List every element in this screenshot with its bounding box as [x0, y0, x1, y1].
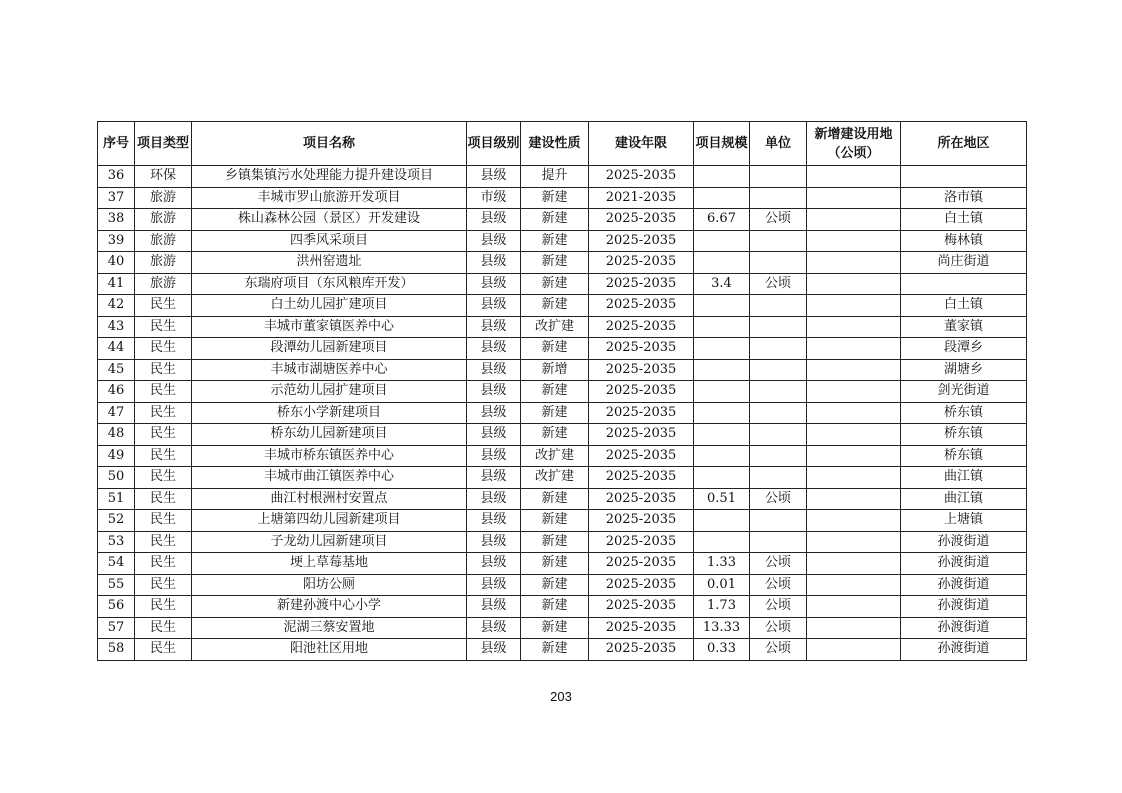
- cell-land: [807, 574, 901, 596]
- cell-land: [807, 402, 901, 424]
- cell-nature: 改扩建: [521, 467, 589, 489]
- cell-land: [807, 166, 901, 188]
- cell-seq: 46: [98, 381, 135, 403]
- cell-location: 董家镇: [901, 316, 1027, 338]
- cell-location: 孙渡街道: [901, 617, 1027, 639]
- cell-scale: [694, 166, 750, 188]
- cell-period: 2025-2035: [589, 488, 694, 510]
- table-row: [98, 531, 1027, 553]
- cell-period: 2025-2035: [589, 381, 694, 403]
- cell-level: 县级: [467, 445, 521, 467]
- cell-scale: 3.4: [694, 273, 750, 295]
- cell-level: 县级: [467, 381, 521, 403]
- cell-level: 县级: [467, 166, 521, 188]
- cell-land: [807, 553, 901, 575]
- cell-nature: 提升: [521, 166, 589, 188]
- cell-unit: 公顷: [750, 574, 807, 596]
- cell-name: 乡镇集镇污水处理能力提升建设项目: [192, 166, 467, 188]
- cell-period: 2025-2035: [589, 531, 694, 553]
- header-location: 所在地区: [901, 122, 1027, 166]
- cell-unit: [750, 510, 807, 532]
- cell-type: 民生: [135, 338, 192, 360]
- cell-name: 丰城市桥东镇医养中心: [192, 445, 467, 467]
- cell-unit: [750, 252, 807, 274]
- cell-seq: 56: [98, 596, 135, 618]
- table-row: [98, 488, 1027, 510]
- cell-level: 县级: [467, 316, 521, 338]
- cell-scale: [694, 381, 750, 403]
- cell-name: 上塘第四幼儿园新建项目: [192, 510, 467, 532]
- header-seq: 序号: [98, 122, 135, 166]
- cell-location: 洛市镇: [901, 187, 1027, 209]
- cell-unit: 公顷: [750, 596, 807, 618]
- cell-seq: 52: [98, 510, 135, 532]
- cell-unit: [750, 381, 807, 403]
- cell-unit: [750, 531, 807, 553]
- cell-location: 孙渡街道: [901, 596, 1027, 618]
- cell-scale: [694, 187, 750, 209]
- header-period: 建设年限: [589, 122, 694, 166]
- cell-location: 段潭乡: [901, 338, 1027, 360]
- cell-land: [807, 187, 901, 209]
- cell-nature: 新建: [521, 252, 589, 274]
- cell-type: 民生: [135, 639, 192, 661]
- cell-location: 桥东镇: [901, 424, 1027, 446]
- cell-name: 东瑞府项目（东风粮库开发）: [192, 273, 467, 295]
- cell-unit: [750, 359, 807, 381]
- cell-land: [807, 510, 901, 532]
- cell-location: [901, 273, 1027, 295]
- table-row: [98, 187, 1027, 209]
- cell-seq: 39: [98, 230, 135, 252]
- cell-land: [807, 445, 901, 467]
- cell-name: 埂上草莓基地: [192, 553, 467, 575]
- cell-land: [807, 252, 901, 274]
- cell-period: 2025-2035: [589, 316, 694, 338]
- cell-nature: 新建: [521, 488, 589, 510]
- cell-name: 阳池社区用地: [192, 639, 467, 661]
- cell-unit: [750, 316, 807, 338]
- cell-type: 民生: [135, 596, 192, 618]
- cell-seq: 43: [98, 316, 135, 338]
- table-row: [98, 316, 1027, 338]
- cell-level: 县级: [467, 424, 521, 446]
- cell-name: 桥东幼儿园新建项目: [192, 424, 467, 446]
- cell-location: 上塘镇: [901, 510, 1027, 532]
- cell-name: 株山森林公园（景区）开发建设: [192, 209, 467, 231]
- cell-scale: 1.33: [694, 553, 750, 575]
- cell-scale: [694, 531, 750, 553]
- header-type: 项目类型: [135, 122, 192, 166]
- cell-period: 2025-2035: [589, 467, 694, 489]
- header-nature: 建设性质: [521, 122, 589, 166]
- cell-level: 县级: [467, 338, 521, 360]
- table-row: [98, 338, 1027, 360]
- cell-nature: 新建: [521, 531, 589, 553]
- cell-level: 县级: [467, 596, 521, 618]
- cell-period: 2025-2035: [589, 209, 694, 231]
- table-row: [98, 359, 1027, 381]
- cell-period: 2021-2035: [589, 187, 694, 209]
- cell-seq: 38: [98, 209, 135, 231]
- cell-scale: [694, 359, 750, 381]
- cell-location: 尚庄街道: [901, 252, 1027, 274]
- cell-location: 孙渡街道: [901, 553, 1027, 575]
- cell-type: 民生: [135, 574, 192, 596]
- cell-seq: 57: [98, 617, 135, 639]
- cell-period: 2025-2035: [589, 553, 694, 575]
- cell-seq: 47: [98, 402, 135, 424]
- cell-name: 洪州窑遗址: [192, 252, 467, 274]
- cell-type: 旅游: [135, 230, 192, 252]
- cell-scale: [694, 467, 750, 489]
- cell-unit: 公顷: [750, 488, 807, 510]
- cell-unit: [750, 467, 807, 489]
- cell-scale: [694, 295, 750, 317]
- cell-seq: 42: [98, 295, 135, 317]
- cell-scale: 0.01: [694, 574, 750, 596]
- cell-unit: [750, 187, 807, 209]
- cell-name: 丰城市罗山旅游开发项目: [192, 187, 467, 209]
- header-scale: 项目规模: [694, 122, 750, 166]
- cell-scale: 0.33: [694, 639, 750, 661]
- cell-seq: 37: [98, 187, 135, 209]
- cell-seq: 49: [98, 445, 135, 467]
- cell-name: 示范幼儿园扩建项目: [192, 381, 467, 403]
- cell-land: [807, 596, 901, 618]
- cell-period: 2025-2035: [589, 166, 694, 188]
- cell-land: [807, 209, 901, 231]
- cell-type: 旅游: [135, 187, 192, 209]
- cell-unit: [750, 424, 807, 446]
- cell-level: 市级: [467, 187, 521, 209]
- cell-type: 民生: [135, 424, 192, 446]
- table-row: [98, 402, 1027, 424]
- cell-land: [807, 230, 901, 252]
- cell-period: 2025-2035: [589, 252, 694, 274]
- cell-name: 丰城市董家镇医养中心: [192, 316, 467, 338]
- cell-type: 民生: [135, 617, 192, 639]
- table-row: [98, 510, 1027, 532]
- cell-period: 2025-2035: [589, 617, 694, 639]
- cell-location: 桥东镇: [901, 402, 1027, 424]
- cell-seq: 45: [98, 359, 135, 381]
- cell-scale: [694, 316, 750, 338]
- cell-level: 县级: [467, 209, 521, 231]
- cell-type: 民生: [135, 467, 192, 489]
- table-row: [98, 381, 1027, 403]
- table-row: [98, 230, 1027, 252]
- cell-type: 环保: [135, 166, 192, 188]
- cell-unit: 公顷: [750, 553, 807, 575]
- cell-type: 民生: [135, 402, 192, 424]
- cell-nature: 新建: [521, 338, 589, 360]
- cell-nature: 新建: [521, 617, 589, 639]
- cell-scale: 13.33: [694, 617, 750, 639]
- table-row: [98, 639, 1027, 661]
- cell-land: [807, 338, 901, 360]
- cell-unit: [750, 166, 807, 188]
- cell-level: 县级: [467, 230, 521, 252]
- table-row: [98, 273, 1027, 295]
- cell-nature: 新建: [521, 402, 589, 424]
- cell-name: 泥湖三蔡安置地: [192, 617, 467, 639]
- cell-type: 民生: [135, 553, 192, 575]
- cell-scale: [694, 402, 750, 424]
- header-land: 新增建设用地（公顷）: [807, 122, 901, 166]
- cell-unit: [750, 230, 807, 252]
- cell-seq: 44: [98, 338, 135, 360]
- cell-nature: 新增: [521, 359, 589, 381]
- cell-location: 曲江镇: [901, 467, 1027, 489]
- cell-seq: 58: [98, 639, 135, 661]
- cell-land: [807, 273, 901, 295]
- cell-scale: [694, 338, 750, 360]
- cell-location: 梅林镇: [901, 230, 1027, 252]
- cell-scale: 1.73: [694, 596, 750, 618]
- cell-location: 湖塘乡: [901, 359, 1027, 381]
- cell-location: 白土镇: [901, 295, 1027, 317]
- cell-scale: [694, 445, 750, 467]
- cell-unit: 公顷: [750, 273, 807, 295]
- table-row: [98, 166, 1027, 188]
- cell-location: 曲江镇: [901, 488, 1027, 510]
- table-header-row: [98, 122, 1027, 166]
- table-row: [98, 252, 1027, 274]
- cell-unit: [750, 445, 807, 467]
- cell-scale: [694, 252, 750, 274]
- table-row: [98, 467, 1027, 489]
- cell-nature: 新建: [521, 273, 589, 295]
- cell-type: 民生: [135, 359, 192, 381]
- cell-unit: 公顷: [750, 617, 807, 639]
- cell-name: 桥东小学新建项目: [192, 402, 467, 424]
- cell-location: 剑光街道: [901, 381, 1027, 403]
- cell-level: 县级: [467, 273, 521, 295]
- cell-scale: 0.51: [694, 488, 750, 510]
- cell-type: 民生: [135, 510, 192, 532]
- cell-type: 旅游: [135, 209, 192, 231]
- cell-land: [807, 424, 901, 446]
- cell-period: 2025-2035: [589, 338, 694, 360]
- cell-seq: 54: [98, 553, 135, 575]
- cell-type: 民生: [135, 381, 192, 403]
- table-row: [98, 553, 1027, 575]
- cell-seq: 40: [98, 252, 135, 274]
- cell-location: 孙渡街道: [901, 639, 1027, 661]
- cell-seq: 41: [98, 273, 135, 295]
- cell-level: 县级: [467, 488, 521, 510]
- cell-name: 四季风采项目: [192, 230, 467, 252]
- cell-unit: [750, 338, 807, 360]
- cell-location: 孙渡街道: [901, 574, 1027, 596]
- page-number: 203: [550, 689, 572, 704]
- cell-level: 县级: [467, 359, 521, 381]
- cell-unit: [750, 402, 807, 424]
- cell-nature: 改扩建: [521, 316, 589, 338]
- cell-name: 白土幼儿园扩建项目: [192, 295, 467, 317]
- cell-seq: 48: [98, 424, 135, 446]
- cell-land: [807, 381, 901, 403]
- cell-name: 子龙幼儿园新建项目: [192, 531, 467, 553]
- cell-nature: 新建: [521, 553, 589, 575]
- cell-nature: 新建: [521, 230, 589, 252]
- cell-seq: 53: [98, 531, 135, 553]
- cell-level: 县级: [467, 510, 521, 532]
- cell-nature: 新建: [521, 596, 589, 618]
- cell-type: 民生: [135, 316, 192, 338]
- cell-scale: [694, 510, 750, 532]
- cell-name: 段潭幼儿园新建项目: [192, 338, 467, 360]
- cell-type: 旅游: [135, 273, 192, 295]
- cell-period: 2025-2035: [589, 574, 694, 596]
- cell-level: 县级: [467, 574, 521, 596]
- cell-type: 旅游: [135, 252, 192, 274]
- cell-land: [807, 316, 901, 338]
- cell-land: [807, 617, 901, 639]
- cell-seq: 51: [98, 488, 135, 510]
- project-table-container: [97, 121, 1026, 661]
- table-row: [98, 295, 1027, 317]
- cell-level: 县级: [467, 553, 521, 575]
- cell-type: 民生: [135, 531, 192, 553]
- cell-name: 新建孙渡中心小学: [192, 596, 467, 618]
- cell-nature: 新建: [521, 209, 589, 231]
- cell-nature: 新建: [521, 510, 589, 532]
- cell-period: 2025-2035: [589, 230, 694, 252]
- cell-type: 民生: [135, 445, 192, 467]
- cell-level: 县级: [467, 467, 521, 489]
- table-body: [98, 166, 1027, 661]
- cell-nature: 新建: [521, 295, 589, 317]
- cell-period: 2025-2035: [589, 445, 694, 467]
- cell-level: 县级: [467, 295, 521, 317]
- cell-level: 县级: [467, 531, 521, 553]
- header-level: 项目级别: [467, 122, 521, 166]
- cell-location: [901, 166, 1027, 188]
- project-table: [97, 121, 1027, 661]
- cell-period: 2025-2035: [589, 424, 694, 446]
- cell-scale: [694, 424, 750, 446]
- cell-nature: 新建: [521, 187, 589, 209]
- cell-level: 县级: [467, 402, 521, 424]
- cell-name: 阳坊公厕: [192, 574, 467, 596]
- cell-land: [807, 488, 901, 510]
- cell-seq: 55: [98, 574, 135, 596]
- cell-type: 民生: [135, 488, 192, 510]
- table-row: [98, 596, 1027, 618]
- table-row: [98, 574, 1027, 596]
- cell-period: 2025-2035: [589, 510, 694, 532]
- table-row: [98, 209, 1027, 231]
- table-row: [98, 424, 1027, 446]
- cell-nature: 改扩建: [521, 445, 589, 467]
- cell-period: 2025-2035: [589, 402, 694, 424]
- cell-location: 桥东镇: [901, 445, 1027, 467]
- cell-name: 丰城市曲江镇医养中心: [192, 467, 467, 489]
- table-row: [98, 617, 1027, 639]
- cell-location: 白土镇: [901, 209, 1027, 231]
- cell-land: [807, 359, 901, 381]
- cell-land: [807, 295, 901, 317]
- cell-period: 2025-2035: [589, 359, 694, 381]
- cell-land: [807, 639, 901, 661]
- cell-level: 县级: [467, 639, 521, 661]
- cell-land: [807, 467, 901, 489]
- cell-unit: 公顷: [750, 639, 807, 661]
- cell-nature: 新建: [521, 424, 589, 446]
- cell-unit: 公顷: [750, 209, 807, 231]
- cell-type: 民生: [135, 295, 192, 317]
- cell-name: 曲江村根洲村安置点: [192, 488, 467, 510]
- cell-seq: 50: [98, 467, 135, 489]
- cell-period: 2025-2035: [589, 639, 694, 661]
- cell-level: 县级: [467, 617, 521, 639]
- cell-level: 县级: [467, 252, 521, 274]
- header-unit: 单位: [750, 122, 807, 166]
- cell-unit: [750, 295, 807, 317]
- cell-scale: 6.67: [694, 209, 750, 231]
- cell-period: 2025-2035: [589, 295, 694, 317]
- cell-period: 2025-2035: [589, 273, 694, 295]
- cell-nature: 新建: [521, 381, 589, 403]
- cell-scale: [694, 230, 750, 252]
- cell-location: 孙渡街道: [901, 531, 1027, 553]
- header-name: 项目名称: [192, 122, 467, 166]
- cell-name: 丰城市湖塘医养中心: [192, 359, 467, 381]
- cell-seq: 36: [98, 166, 135, 188]
- cell-land: [807, 531, 901, 553]
- table-row: [98, 445, 1027, 467]
- cell-period: 2025-2035: [589, 596, 694, 618]
- cell-nature: 新建: [521, 574, 589, 596]
- cell-nature: 新建: [521, 639, 589, 661]
